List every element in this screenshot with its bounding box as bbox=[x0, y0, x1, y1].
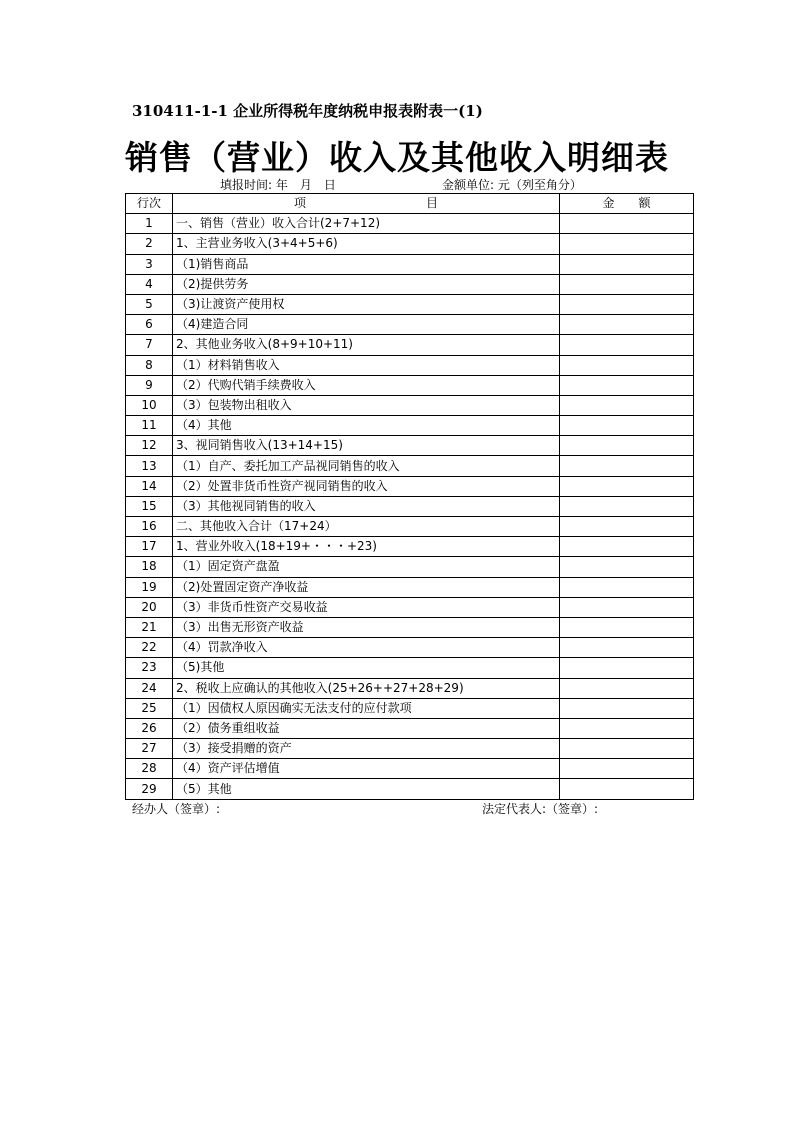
amount-cell[interactable] bbox=[560, 274, 694, 294]
table-header-row bbox=[126, 194, 694, 214]
table-row bbox=[126, 234, 694, 254]
table-row bbox=[126, 658, 694, 678]
row-number: 20 bbox=[126, 597, 173, 617]
amount-cell[interactable] bbox=[560, 436, 694, 456]
row-item: （2）债务重组收益 bbox=[173, 718, 560, 738]
table-row bbox=[126, 476, 694, 496]
row-item: （3）接受捐赠的资产 bbox=[173, 739, 560, 759]
table-row bbox=[126, 537, 694, 557]
table-row bbox=[126, 456, 694, 476]
amount-cell[interactable] bbox=[560, 718, 694, 738]
legal-rep-signature-label: 法定代表人:（签章）: bbox=[482, 802, 599, 816]
amount-cell[interactable] bbox=[560, 335, 694, 355]
row-number: 21 bbox=[126, 617, 173, 637]
row-item: （3）非货币性资产交易收益 bbox=[173, 597, 560, 617]
table-row bbox=[126, 254, 694, 274]
page-title: 销售（营业）收入及其他收入明细表 bbox=[125, 138, 669, 177]
header-amount: 金 额 bbox=[560, 194, 694, 214]
row-item: （1）固定资产盘盈 bbox=[173, 557, 560, 577]
row-number: 29 bbox=[126, 779, 173, 799]
row-item: 一、销售（营业）收入合计(2+7+12) bbox=[173, 214, 560, 234]
row-number: 4 bbox=[126, 274, 173, 294]
row-number: 16 bbox=[126, 517, 173, 537]
row-number: 24 bbox=[126, 678, 173, 698]
table-row bbox=[126, 557, 694, 577]
row-item: （3）出售无形资产收益 bbox=[173, 617, 560, 637]
table-row bbox=[126, 617, 694, 637]
row-item: （5）其他 bbox=[173, 779, 560, 799]
table-row bbox=[126, 597, 694, 617]
fill-time-label: 填报时间: 年 月 日 bbox=[220, 178, 336, 192]
table-row bbox=[126, 496, 694, 516]
row-number: 8 bbox=[126, 355, 173, 375]
handler-signature-label: 经办人（签章）: bbox=[132, 802, 221, 816]
row-number: 10 bbox=[126, 395, 173, 415]
row-item: （4）其他 bbox=[173, 416, 560, 436]
row-item: （3）其他视同销售的收入 bbox=[173, 496, 560, 516]
amount-cell[interactable] bbox=[560, 597, 694, 617]
amount-cell[interactable] bbox=[560, 234, 694, 254]
amount-cell[interactable] bbox=[560, 658, 694, 678]
amount-cell[interactable] bbox=[560, 678, 694, 698]
row-number: 13 bbox=[126, 456, 173, 476]
table-row bbox=[126, 274, 694, 294]
table-row bbox=[126, 416, 694, 436]
table-row bbox=[126, 759, 694, 779]
table-row bbox=[126, 335, 694, 355]
row-number: 22 bbox=[126, 638, 173, 658]
header-row-number: 行次 bbox=[126, 194, 173, 214]
amount-cell[interactable] bbox=[560, 638, 694, 658]
row-number: 18 bbox=[126, 557, 173, 577]
amount-cell[interactable] bbox=[560, 698, 694, 718]
row-number: 15 bbox=[126, 496, 173, 516]
row-number: 28 bbox=[126, 759, 173, 779]
amount-cell[interactable] bbox=[560, 294, 694, 314]
table-row bbox=[126, 517, 694, 537]
table-row bbox=[126, 375, 694, 395]
row-item: 1、营业外收入(18+19+・・・+23) bbox=[173, 537, 560, 557]
row-item: （5)其他 bbox=[173, 658, 560, 678]
amount-cell[interactable] bbox=[560, 779, 694, 799]
table-row bbox=[126, 638, 694, 658]
amount-unit-label: 金额单位: 元（列至角分） bbox=[442, 178, 582, 192]
row-item: （1）因债权人原因确实无法支付的应付款项 bbox=[173, 698, 560, 718]
row-item: （4）罚款净收入 bbox=[173, 638, 560, 658]
row-number: 7 bbox=[126, 335, 173, 355]
table-row bbox=[126, 355, 694, 375]
row-item: （4)建造合同 bbox=[173, 315, 560, 335]
table-row bbox=[126, 718, 694, 738]
amount-cell[interactable] bbox=[560, 254, 694, 274]
row-item: （3)让渡资产使用权 bbox=[173, 294, 560, 314]
row-item: （4）资产评估增值 bbox=[173, 759, 560, 779]
row-item: （2）处置非货币性资产视同销售的收入 bbox=[173, 476, 560, 496]
row-number: 12 bbox=[126, 436, 173, 456]
row-number: 25 bbox=[126, 698, 173, 718]
row-item: （3）包装物出租收入 bbox=[173, 395, 560, 415]
amount-cell[interactable] bbox=[560, 496, 694, 516]
row-item: （1）材料销售收入 bbox=[173, 355, 560, 375]
row-number: 23 bbox=[126, 658, 173, 678]
form-subtitle: 310411-1-1 企业所得税年度纳税申报表附表一(1) bbox=[132, 102, 483, 120]
row-item: 3、视同销售收入(13+14+15) bbox=[173, 436, 560, 456]
income-detail-table bbox=[125, 193, 694, 800]
amount-cell[interactable] bbox=[560, 476, 694, 496]
amount-cell[interactable] bbox=[560, 517, 694, 537]
row-item: 2、税收上应确认的其他收入(25+26++27+28+29) bbox=[173, 678, 560, 698]
row-item: （2）代购代销手续费收入 bbox=[173, 375, 560, 395]
amount-cell[interactable] bbox=[560, 214, 694, 234]
row-number: 26 bbox=[126, 718, 173, 738]
row-item: 2、其他业务收入(8+9+10+11) bbox=[173, 335, 560, 355]
row-number: 27 bbox=[126, 739, 173, 759]
row-number: 14 bbox=[126, 476, 173, 496]
row-number: 1 bbox=[126, 214, 173, 234]
row-number: 19 bbox=[126, 577, 173, 597]
table-row bbox=[126, 678, 694, 698]
row-number: 5 bbox=[126, 294, 173, 314]
table-row bbox=[126, 577, 694, 597]
row-number: 9 bbox=[126, 375, 173, 395]
amount-cell[interactable] bbox=[560, 315, 694, 335]
row-item: （2)提供劳务 bbox=[173, 274, 560, 294]
amount-cell[interactable] bbox=[560, 739, 694, 759]
table-row bbox=[126, 214, 694, 234]
header-item: 项 目 bbox=[173, 194, 560, 214]
table-row bbox=[126, 315, 694, 335]
row-number: 6 bbox=[126, 315, 173, 335]
amount-cell[interactable] bbox=[560, 456, 694, 476]
amount-cell[interactable] bbox=[560, 577, 694, 597]
row-item: （1)销售商品 bbox=[173, 254, 560, 274]
amount-cell[interactable] bbox=[560, 416, 694, 436]
amount-cell[interactable] bbox=[560, 759, 694, 779]
row-number: 17 bbox=[126, 537, 173, 557]
table-row bbox=[126, 698, 694, 718]
amount-cell[interactable] bbox=[560, 375, 694, 395]
row-item: 二、其他收入合计（17+24） bbox=[173, 517, 560, 537]
row-item: 1、主营业务收入(3+4+5+6) bbox=[173, 234, 560, 254]
amount-cell[interactable] bbox=[560, 557, 694, 577]
row-number: 2 bbox=[126, 234, 173, 254]
amount-cell[interactable] bbox=[560, 355, 694, 375]
amount-cell[interactable] bbox=[560, 617, 694, 637]
table-row bbox=[126, 294, 694, 314]
row-number: 11 bbox=[126, 416, 173, 436]
amount-cell[interactable] bbox=[560, 537, 694, 557]
table-row bbox=[126, 436, 694, 456]
table-row bbox=[126, 739, 694, 759]
row-item: （2)处置固定资产净收益 bbox=[173, 577, 560, 597]
row-item: （1）自产、委托加工产品视同销售的收入 bbox=[173, 456, 560, 476]
table-row bbox=[126, 779, 694, 799]
table-row bbox=[126, 395, 694, 415]
amount-cell[interactable] bbox=[560, 395, 694, 415]
row-number: 3 bbox=[126, 254, 173, 274]
